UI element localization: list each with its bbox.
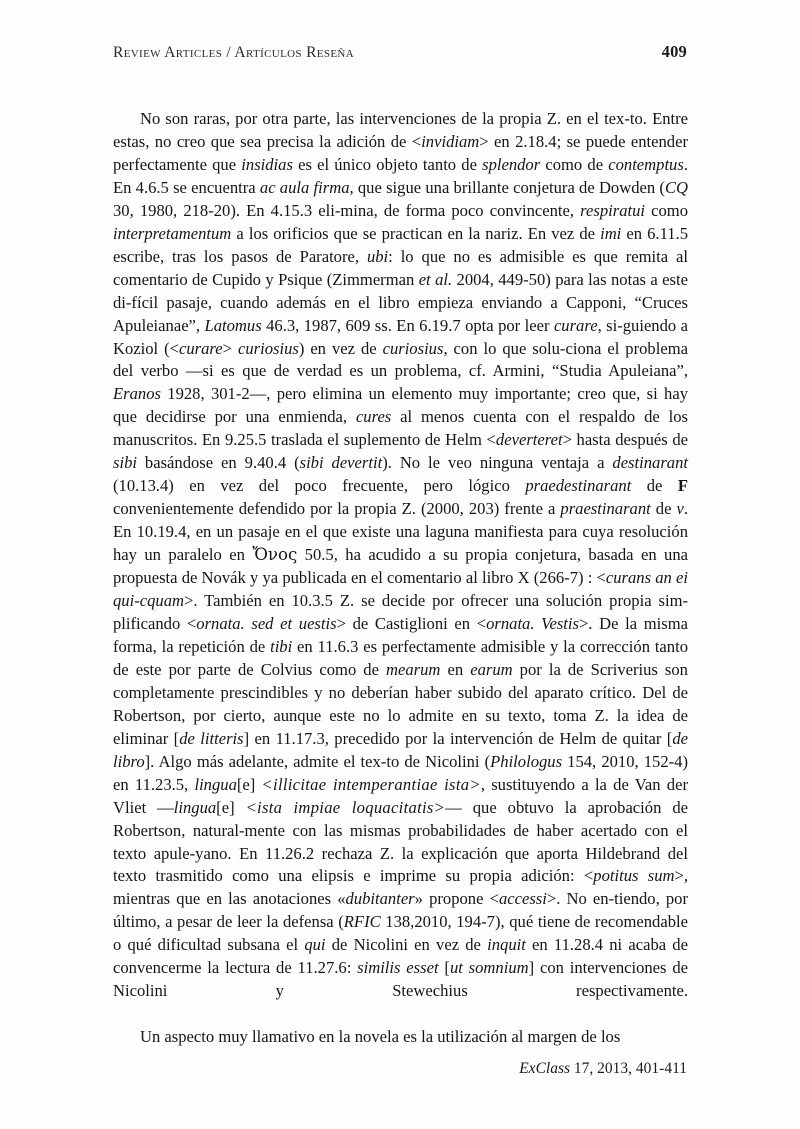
text-run: ]. Algo más adelante, admite el tex-to de Nicolini (	[144, 751, 491, 771]
italic-term: invidiam	[421, 131, 480, 151]
text-run: al menos cuenta con el respaldo de los manuscritos. En 9.25.5 traslada el suplemento de Helm <	[113, 407, 688, 450]
text-run: 154, 2010, 152-4) en 11.23.5,	[113, 751, 689, 794]
text-run: es el único objeto tanto de	[292, 154, 483, 174]
italic-term: insidias	[241, 154, 293, 174]
text-run: » propone <	[414, 889, 499, 909]
italic-term: inquit	[487, 935, 526, 955]
italic-term: praestinarant	[560, 499, 651, 519]
greek-title: Ὄνος	[252, 545, 298, 565]
text-run: ] en 11.17.3, precedido por la intervención de Helm de quitar [	[243, 728, 673, 748]
body-text-block	[113, 108, 688, 1049]
text-run: de	[631, 476, 678, 496]
italic-term: ornata. sed et uestis	[196, 613, 337, 633]
text-run: ). No le veo ninguna ventaja a	[382, 453, 613, 473]
text-run: 138,2010, 194-7), qué tiene de recomendable o qué dificultad subsana el	[113, 912, 688, 955]
italic-term-spaced: <ista impiae loquacitatis>	[245, 797, 446, 817]
running-head-title: Review Articles / Artículos Reseña	[113, 44, 355, 61]
text-run: >. De la misma forma, la repetición de	[113, 613, 689, 656]
italic-term: contemptus	[608, 154, 684, 174]
text-run: de	[650, 499, 677, 519]
italic-term: potitus sum	[593, 866, 675, 886]
italic-term: qui	[304, 935, 326, 955]
italic-term: curare	[179, 338, 223, 358]
italic-term: lingua	[173, 797, 217, 817]
text-run: ] con intervenciones de Nicolini y Stewechius respectivamente.	[113, 958, 688, 1001]
text-run: >, mientras que en las anotaciones «	[113, 866, 688, 909]
text-run: de Nicolini en vez de	[325, 935, 488, 955]
italic-term: respiratui	[580, 200, 646, 220]
text-run: en 11.6.3 es perfectamente admisible y la corrección tanto de este por parte de Colvius como de	[113, 636, 688, 679]
text-run: , sustituyendo a la de Van der Vliet —	[113, 774, 688, 817]
text-run: como	[645, 200, 689, 220]
running-head	[113, 42, 687, 64]
italic-term: praedestinarant	[525, 476, 632, 496]
text-run: . En 10.19.4, en un pasaje en el que existe una laguna manifiesta para cuya resolución hay un paralelo en	[113, 499, 688, 565]
text-run: , con lo que solu-ciona el problema del verbo —si es que de verdad es un problema, cf. Armini, “Studia Apuleiana”,	[113, 338, 688, 381]
text-run: ) en vez de	[298, 338, 383, 358]
text-run: >. También en 10.3.5 Z. se decide por ofrecer una solución propia sim-plificando <	[113, 591, 688, 633]
italic-term: de litteris	[179, 728, 244, 748]
text-run: 46.3, 1987, 609 ss. En 6.19.7 opta por leer	[261, 315, 554, 335]
italic-term: sibi	[113, 453, 137, 473]
italic-term: v	[676, 499, 684, 519]
italic-term: sibi devertit	[299, 453, 383, 473]
text-run: : lo que no es admisible es que remita al comentario de Cupido y Psique (Zimmerman	[113, 246, 688, 289]
italic-term: destinarant	[612, 453, 688, 473]
text-run: >	[222, 338, 238, 358]
text-run: en	[440, 659, 471, 679]
page-folio-number: 409	[661, 42, 687, 61]
footer-journal-name: ExClass	[519, 1060, 571, 1077]
text-run: a los orificios que se practican en la nariz. En vez de	[231, 223, 601, 243]
page-footer	[113, 1060, 687, 1078]
text-run: en 11.28.4 ni acaba de convencerme la lectura de 11.27.6:	[113, 935, 688, 978]
text-run: > en 2.18.4; se puede entender perfectamente que	[113, 131, 688, 174]
text-run: 30, 1980, 218-20). En 4.15.3 eli-mina, de forma poco convincente,	[113, 200, 581, 220]
text-run: convenientemente defendido por la propia Z. (2000, 203) frente a	[113, 499, 561, 519]
text-run: como de	[540, 154, 609, 174]
italic-term: deverteret	[495, 430, 563, 450]
italic-term: accessi	[498, 889, 547, 909]
italic-term: ubi	[366, 246, 389, 266]
italic-term: interpretamentum	[113, 223, 232, 243]
manuscript-siglum: F	[677, 476, 688, 496]
text-run: > hasta después de	[562, 430, 688, 450]
text-run: > de Castiglioni en <	[336, 613, 487, 633]
italic-term: mearum	[386, 659, 441, 679]
text-run: 2004, 449-50) para las notas a este di-fícil pasaje, cuando además en el libro empieza enviando a Capponi, “Cruces Apuleianae”,	[113, 269, 688, 335]
italic-term: ac aula firma	[259, 177, 350, 197]
text-run: en 6.11.5 escribe, tras los pasos de Paratore,	[113, 223, 688, 266]
text-run: basándose en 9.40.4 (	[136, 453, 300, 473]
italic-term: CQ	[664, 177, 688, 197]
italic-term: earum	[470, 659, 513, 679]
text-run: 50.5, ha acudido a su propia conjetura, basada en una propuesta de Novák y ya publicada en el comentario al libro X (266-7) : <	[113, 545, 688, 588]
italic-term: lingua	[194, 774, 237, 794]
italic-term: RFIC	[343, 912, 381, 932]
italic-term: ornata. Vestis	[486, 613, 579, 633]
footer-citation: 17, 2013, 401-411	[570, 1060, 687, 1077]
paragraph	[113, 108, 688, 1026]
paragraph	[113, 1026, 688, 1049]
text-run: , que sigue una brillante conjetura de Dowden (	[349, 177, 665, 197]
text-run: 1928, 301-2—, pero elimina un elemento muy importante; creo que, si hay que decidirse por una enmienda,	[113, 384, 688, 427]
text-run: >. No en-tiendo, por último, a pesar de leer la defensa (	[113, 889, 689, 932]
text-run: No son raras, por otra parte, las intervenciones de la propia Z. en el tex-to. Entre estas, no creo que sea precisa la adición de <	[113, 109, 688, 151]
italic-term: curare	[553, 315, 598, 335]
italic-term: de libro	[113, 728, 688, 771]
italic-term: ut somnium	[449, 958, 529, 978]
text-run: . En 4.6.5 se encuentra	[113, 154, 688, 197]
italic-term: curans an ei qui-cquam	[113, 568, 688, 611]
italic-term: imi	[600, 223, 622, 243]
text-run: Un aspecto muy llamativo en la novela es la utilización al margen de los	[140, 1027, 621, 1047]
text-run: — que obtuvo la aprobación de Robertson, natural-mente con las mismas probabilidades de haber acertado con el texto apule-yano. En 11.26.2 rechaza Z. la explicación que aporta Hildebrand del texto trasmitido como una elipsis e imprime su propia adición: <	[113, 797, 689, 886]
text-run: [e]	[236, 774, 262, 794]
text-run: [	[438, 958, 450, 978]
text-run: por la de Scriverius son completamente prescindibles y no deberían haber subido del aparato crítico. Del de Robertson, por cierto, aunque este no lo admite en su texto, toma Z. la idea de eliminar [	[113, 659, 688, 748]
italic-term: cures	[355, 407, 392, 427]
italic-term: curiosius	[382, 338, 444, 358]
italic-term: splendor	[482, 154, 541, 174]
italic-term-spaced: <illicitae intemperantiae ista>	[261, 774, 481, 794]
text-run: [e]	[216, 797, 246, 817]
text-run: , si-guiendo a Koziol (<	[113, 315, 688, 358]
italic-term: tibi	[270, 636, 293, 656]
italic-term: Eranos	[113, 384, 161, 404]
italic-term: dubitanter	[345, 889, 415, 909]
italic-term: et al.	[418, 269, 453, 289]
italic-term: Philologus	[490, 751, 563, 771]
italic-term: Latomus	[204, 315, 262, 335]
text-run: (10.13.4) en vez del poco frecuente, pero lógico	[113, 476, 526, 496]
italic-term: similis esset	[357, 958, 439, 978]
italic-term: curiosius	[237, 338, 299, 358]
